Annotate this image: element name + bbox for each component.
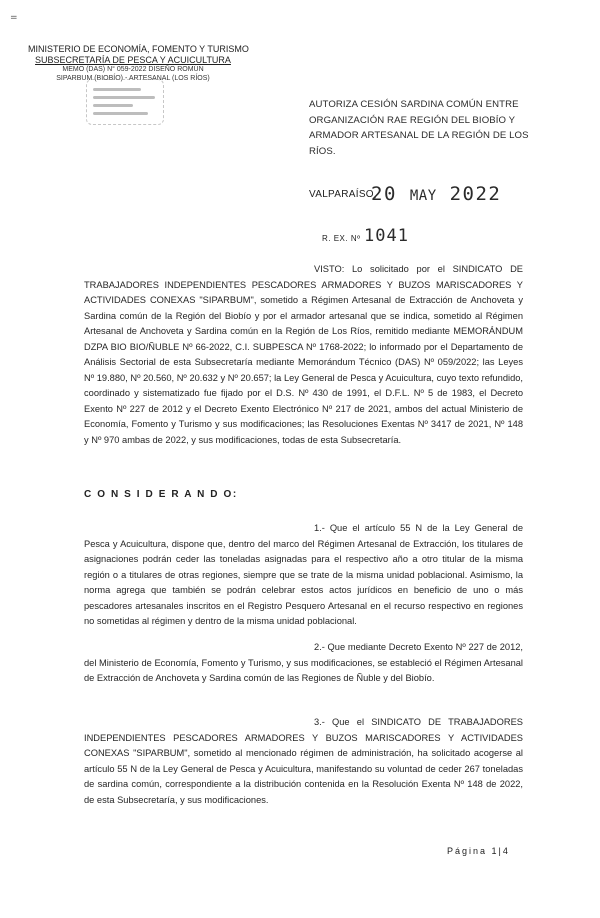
date-month: MAY xyxy=(409,188,437,204)
resolution-label: R. EX. Nº xyxy=(322,234,361,243)
page-number: Página 1|4 xyxy=(447,846,510,856)
considerando-item: 1.- Que el artículo 55 N de la Ley General de Pesca y Acuicultura, dispone que, dentro del marco del Régimen Artesanal de Extracción, los titulares de asignaciones podrán ceder las toneladas asignadas para el respectivo año a otro titular de la misma región o a titulares de otras regiones, siempre que se trate de la misma unidad poblacional. Asimismo, la norma agrega que también se podrán celebrar estos actos jurídicos en beneficio de uno o más pescadores artesanales inscritos en el Registro Pesquero Artesanal en el recurso respectivo en regiones no sometidas al régimen y dentro de la misma unidad poblacional. xyxy=(84,523,523,626)
date-year: 2022 xyxy=(449,183,502,205)
resolution-number: 1041 xyxy=(364,226,409,246)
official-stamp xyxy=(86,79,164,125)
place-and-date xyxy=(309,183,569,213)
letterhead xyxy=(28,44,249,83)
considerando-item: 3.- Que el SINDICATO DE TRABAJADORES INDEPENDIENTES PESCADORES ARMADORES Y BUZOS MARISCADORES Y ACTIVIDADES CONEXAS "SIPARBUM", sometido al mencionado régimen de administración, ha solicitado acogerse al artículo 55 N de la Ley General de Pesca y Acuicultura, manifestando su voluntad de ceder 267 toneladas de sardina común, correspondiente a la distribución contenida en la Resolución Exenta Nº 148 de 2022, de esta Subsecretaría, y sus modificaciones. xyxy=(84,717,523,805)
memo-reference: MEMO (DAS) N° 059-2022 DISEÑO ROMÚN xyxy=(62,66,204,73)
considerando-item: 2.- Que mediante Decreto Exento Nº 227 de 2012, del Ministerio de Economía, Fomento y Turismo, y sus modificaciones, se estableció el Régimen Artesanal de Extracción de Anchoveta y Sardina común de las Regiones de Ñuble y del Biobío. xyxy=(84,642,523,683)
subsecretaria-name: SUBSECRETARÍA DE PESCA Y ACUICULTURA xyxy=(35,54,231,65)
visto-paragraph xyxy=(84,262,523,448)
date-stamp xyxy=(371,183,501,205)
visto-text: Lo solicitado por el SINDICATO DE TRABAJADORES INDEPENDIENTES PESCADORES ARMADORES Y BUZOS MARISCADORES Y ACTIVIDADES CONEXAS "SIPARBUM", sometido a Régimen Artesanal de Extracción de Anchoveta y Sardina común de la Región del Biobío y por el armador artesanal que se indica, sometido al Régimen Artesanal de Anchoveta y Sardina común en la Región de Los Ríos, remitido mediante MEMORÁNDUM DZPA BIO BIO/ÑUBLE Nº 66-2022, C.I. SUBPESCA Nº 1768-2022; lo informado por el Departamento de Análisis Sectorial de esta Subsecretaría mediante Memorándum Técnico (DAS) Nº 059/2022; las Leyes Nº 19.880, Nº 20.560, Nº 20.632 y Nº 20.657; la Ley General de Pesca y Acuicultura, cuyo texto refundido, coordinado y sistematizado fue fijado por el D.S. Nº 430 de 1991, el D.F.L. Nº 5 de 1983, el Decreto Exento Nº 227 de 2012 y el Decreto Exento Electrónico Nº 217 de 2021, ambos del actual Ministerio de Economía, Fomento y Turismo y sus modificaciones; las Resoluciones Exentas Nº 3417 de 2021, Nº 148 y Nº 970 ambas de 2022, y sus modificaciones, todas de esta Subsecretaría. xyxy=(84,264,523,445)
visto-lead: VISTO: xyxy=(314,264,345,274)
corner-mark: = xyxy=(10,13,18,23)
file-reference: SIPARBUM (BIOBÍO) - ARTESANAL (LOS RÍOS) xyxy=(56,75,210,82)
considerando-heading: C O N S I D E R A N D O: xyxy=(84,489,238,500)
resolution-title: AUTORIZA CESIÓN SARDINA COMÚN ENTRE ORGANIZACIÓN RAE REGIÓN DEL BIOBÍO Y ARMADOR ARTESANAL DE LA REGIÓN DE LOS RÍOS. xyxy=(309,99,529,157)
date-day: 20 xyxy=(371,183,397,205)
ministry-name: MINISTERIO DE ECONOMÍA, FOMENTO Y TURISMO xyxy=(28,44,249,54)
place-name: VALPARAÍSO, xyxy=(309,189,377,200)
